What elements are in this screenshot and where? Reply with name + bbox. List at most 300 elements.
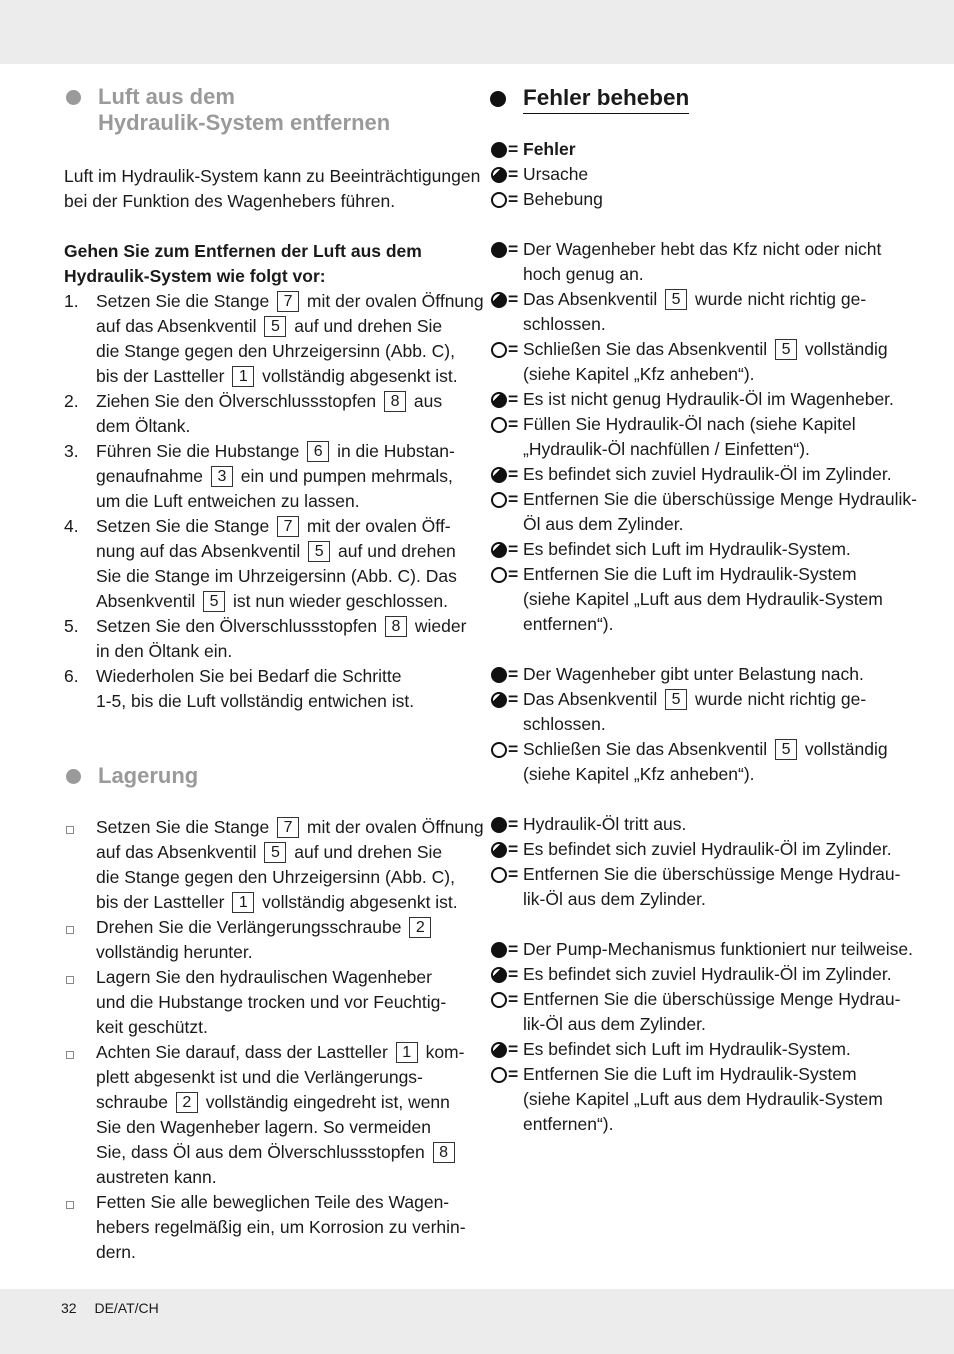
part-reference-box: 5 [308,541,330,562]
text-segment: vollständig herunter. [96,942,253,962]
text-line [96,639,466,664]
text-segment: Entfernen Sie die überschüssige Menge Hydraulik- [523,489,917,509]
step-number: 2. [64,391,79,411]
text-line [96,664,464,689]
half-filled-circle-icon [490,1037,508,1062]
troubleshooting-table [490,212,917,1137]
text-segment: hoch genug an. [523,264,644,284]
trouble-entry [490,987,900,1037]
heading-line: Hydraulik-System entfernen [98,110,391,135]
text-line [96,940,464,965]
text-segment: Behebung [523,189,603,209]
heading-line: Lagerung [98,763,199,788]
equals-sign: = [508,489,519,509]
section-heading-troubleshooting [490,84,900,114]
text-segment: die Stange gegen den Uhrzeigersinn (Abb. C), [96,341,455,361]
text-segment: Fehler [523,139,576,159]
text-line [523,662,900,687]
text-line [96,840,484,865]
part-reference-box: 8 [433,1142,455,1163]
text-segment: „Hydraulik-Öl nachfüllen / Einfetten“). [523,439,810,459]
text-line [523,987,900,1012]
text-line [96,464,464,489]
entry-text [523,162,900,187]
entry-text [523,387,900,412]
text-segment: Sie die Stange im Uhrzeigersinn (Abb. C). Das [96,566,457,586]
text-line [523,1012,900,1037]
text-segment: Wiederholen Sie bei Bedarf die Schritte [96,666,402,686]
trouble-entry [490,237,900,287]
storage-text [96,1040,464,1190]
text-line [523,262,900,287]
storage-text [96,1190,466,1265]
entry-text [523,812,900,837]
text-segment: Ursache [523,164,589,184]
storage-text [96,915,464,965]
text-line [96,314,484,339]
part-reference-box: 8 [384,391,406,412]
heading-bullet-icon [66,90,81,105]
equals-sign: = [508,739,519,759]
text-line [523,487,917,512]
text-segment: Absenkventil [96,591,201,611]
text-segment: Sie, dass Öl aus dem Ölverschlussstopfen [96,1142,430,1162]
text-segment: Achten Sie darauf, dass der Lastteller [96,1042,393,1062]
text-segment: um die Luft entweichen zu lassen. [96,491,360,511]
text-line [96,1115,464,1140]
group-spacer [490,912,900,937]
step-text [96,514,464,614]
equals-sign: = [508,814,519,834]
step-number: 6. [64,666,79,686]
part-reference-box: 5 [775,339,797,360]
step-number: 4. [64,516,79,536]
text-segment: Es befindet sich zuviel Hydraulik-Öl im Zylinder. [523,839,892,859]
right-column [490,84,917,1137]
text-line [523,237,900,262]
text-segment: Es befindet sich Luft im Hydraulik-System. [523,1039,851,1059]
entry-text [523,662,900,687]
trouble-entry [490,412,900,462]
equals-sign: = [508,689,519,709]
text-segment: in den Öltank ein. [96,641,233,661]
text-line: bei der Funktion des Wagenhebers führen. [64,191,396,211]
group-spacer [490,212,900,237]
text-segment: dern. [96,1242,136,1262]
square-bullet-icon [64,915,96,940]
text-segment: Setzen Sie die Stange [96,516,275,536]
text-line [96,289,484,314]
equals-sign: = [508,939,519,959]
half-filled-circle-icon [490,162,508,187]
text-line [523,962,900,987]
procedure-step [64,439,464,514]
text-segment: Sie den Wagenheber lagern. So vermeiden [96,1117,431,1137]
text-line [96,689,464,714]
text-segment: schraube [96,1092,173,1112]
trouble-entry [490,1037,900,1062]
text-line [523,162,900,187]
entry-text [523,537,900,562]
part-reference-box: 5 [203,591,225,612]
equals-sign: = [508,339,519,359]
equals-sign: = [508,1064,519,1084]
empty-circle-icon [490,187,508,212]
part-reference-box: 7 [277,516,299,537]
text-segment: wieder [410,616,467,636]
empty-circle-icon [490,1062,508,1087]
text-segment: schlossen. [523,314,606,334]
text-segment: vollständig abgesenkt ist. [257,366,458,386]
text-segment: die Stange gegen den Uhrzeigersinn (Abb. C), [96,867,455,887]
equals-sign: = [508,989,519,1009]
text-line [523,537,900,562]
text-segment: nung auf das Absenkventil [96,541,306,561]
text-line [523,412,900,437]
text-segment: wurde nicht richtig ge- [690,289,867,309]
text-segment: auf und drehen [333,541,456,561]
text-segment: kom- [420,1042,465,1062]
equals-sign: = [508,414,519,434]
trouble-entry [490,387,900,412]
half-filled-circle-icon [490,687,508,712]
text-line [96,1090,464,1115]
part-reference-box: 5 [264,316,286,337]
part-reference-box: 7 [277,817,299,838]
text-segment: austreten kann. [96,1167,217,1187]
text-line [96,489,464,514]
text-segment: Es befindet sich zuviel Hydraulik-Öl im Zylinder. [523,964,892,984]
part-reference-box: 2 [176,1092,198,1113]
text-segment: vollständig [800,739,888,759]
trouble-group [490,937,914,1137]
text-line: Hydraulik-System wie folgt vor: [64,266,326,286]
entry-text [523,412,900,462]
empty-circle-icon [490,987,508,1012]
entry-text [523,187,900,212]
section-heading-storage [64,763,464,789]
text-line [96,564,464,589]
text-segment: genaufnahme [96,466,208,486]
part-reference-box: 5 [665,289,687,310]
text-line [523,312,900,337]
trouble-entry [490,837,900,862]
trouble-entry [490,737,900,787]
text-line [96,865,484,890]
text-segment: aus [409,391,443,411]
equals-sign: = [508,539,519,559]
text-line [96,589,464,614]
section-heading-air-removal [64,84,464,136]
text-line [96,990,464,1015]
empty-circle-icon [490,487,508,512]
trouble-entry [490,562,900,637]
text-segment: Setzen Sie die Stange [96,817,275,837]
text-segment: Entfernen Sie die Luft im Hydraulik-System [523,1064,857,1084]
trouble-entry [490,537,900,562]
text-segment: bis der Lastteller [96,366,230,386]
text-segment: vollständig abgesenkt ist. [257,892,458,912]
text-line [96,1015,464,1040]
entry-text [523,837,900,862]
step-number: 3. [64,441,79,461]
text-line [96,1140,464,1165]
text-segment: mit der ovalen Öffnung [302,291,484,311]
text-line [523,437,900,462]
trouble-entry [490,962,900,987]
equals-sign: = [508,389,519,409]
trouble-entry [490,1062,900,1137]
step-text [96,389,464,439]
text-line: Gehen Sie zum Entfernen der Luft aus dem [64,241,422,261]
text-line [96,915,464,940]
part-reference-box: 5 [665,689,687,710]
text-segment: auf das Absenkventil [96,842,262,862]
trouble-entry [490,862,900,912]
text-segment: Fetten Sie alle beweglichen Teile des Wagen- [96,1192,450,1212]
group-spacer [490,787,900,812]
step-text [96,614,466,664]
text-segment: Entfernen Sie die überschüssige Menge Hydrau- [523,864,901,884]
storage-text [96,965,464,1040]
trouble-entry [490,162,900,187]
text-segment: entfernen“). [523,614,614,634]
text-segment: Füllen Sie Hydraulik-Öl nach (siehe Kapitel [523,414,856,434]
text-line [96,439,464,464]
left-column [64,84,484,1265]
trouble-entry [490,187,900,212]
entry-text [523,337,900,387]
text-segment: schlossen. [523,714,606,734]
text-line [523,512,917,537]
text-segment: auf und drehen Sie [289,842,443,862]
heading-line: Luft aus dem [98,84,235,109]
trouble-entry [490,137,900,162]
empty-circle-icon [490,412,508,437]
part-reference-box: 1 [396,1042,418,1063]
entry-text [523,462,900,487]
part-reference-box: 6 [307,441,329,462]
text-line [523,137,900,162]
trouble-group [490,237,917,637]
equals-sign: = [508,564,519,584]
storage-list [64,815,484,1265]
text-line [523,1087,900,1112]
text-segment: lik-Öl aus dem Zylinder. [523,1014,706,1034]
trouble-entry [490,462,900,487]
text-segment: (siehe Kapitel „Luft aus dem Hydraulik-System [523,589,883,609]
text-segment: ist nun wieder geschlossen. [228,591,448,611]
text-segment: in die Hubstan- [332,441,455,461]
text-segment: Führen Sie die Hubstange [96,441,305,461]
square-bullet-icon [64,815,96,840]
part-reference-box: 3 [211,466,233,487]
half-filled-circle-icon [490,962,508,987]
half-filled-circle-icon [490,837,508,862]
part-reference-box: 1 [232,892,254,913]
entry-text [523,237,900,287]
equals-sign: = [508,864,519,884]
entry-text [523,987,900,1037]
part-reference-box: 8 [385,616,407,637]
text-segment: Es ist nicht genug Hydraulik-Öl im Wagenheber. [523,389,894,409]
heading-bullet-icon [490,91,506,107]
text-line [96,539,464,564]
text-segment: keit geschützt. [96,1017,208,1037]
equals-sign: = [508,189,519,209]
text-segment: Entfernen Sie die überschüssige Menge Hydrau- [523,989,901,1009]
text-line [523,1112,900,1137]
text-segment: Das Absenkventil [523,689,663,709]
text-segment: mit der ovalen Öffnung [302,817,484,837]
bottom-margin-band [0,1289,954,1354]
entry-text [523,862,900,912]
part-reference-box: 2 [409,917,431,938]
procedure-step [64,514,464,614]
text-segment: lik-Öl aus dem Zylinder. [523,889,706,909]
part-reference-box: 5 [264,842,286,863]
equals-sign: = [508,464,519,484]
entry-text [523,287,900,337]
procedure-step [64,289,484,389]
heading-title: Fehler beheben [523,84,689,114]
text-segment: plett abgesenkt ist und die Verlängerungs- [96,1067,423,1087]
text-segment: Setzen Sie den Ölverschlussstopfen [96,616,382,636]
part-reference-box: 7 [277,291,299,312]
text-line [523,862,900,887]
half-filled-circle-icon [490,387,508,412]
text-segment: Lagern Sie den hydraulischen Wagenheber [96,967,432,987]
procedure-step [64,614,467,664]
equals-sign: = [508,664,519,684]
empty-circle-icon [490,337,508,362]
text-line [523,737,900,762]
text-line [96,890,484,915]
entry-text [523,1037,900,1062]
part-reference-box: 1 [232,366,254,387]
square-bullet-icon [64,965,96,990]
text-line [96,389,464,414]
filled-circle-icon [490,662,508,687]
equals-sign: = [508,239,519,259]
text-line [96,1040,464,1065]
text-segment: (siehe Kapitel „Kfz anheben“). [523,364,755,384]
filled-circle-icon [490,937,508,962]
trouble-group [490,662,900,787]
procedure-intro [64,239,464,289]
text-line [523,612,900,637]
equals-sign: = [508,164,519,184]
page-footer [61,1300,173,1316]
text-line [523,362,900,387]
text-line [96,339,484,364]
half-filled-circle-icon [490,537,508,562]
text-line [523,887,900,912]
text-line [96,614,466,639]
text-segment: und die Hubstange trocken und vor Feuchtig- [96,992,447,1012]
equals-sign: = [508,964,519,984]
text-line [523,687,900,712]
text-segment: Schließen Sie das Absenkventil [523,339,773,359]
storage-item [64,1190,464,1265]
storage-item [64,965,464,1040]
text-segment: Setzen Sie die Stange [96,291,275,311]
text-line [96,1215,466,1240]
text-segment: 1-5, bis die Luft vollständig entwichen ist. [96,691,415,711]
text-line [523,937,913,962]
filled-circle-icon [490,812,508,837]
text-segment: Es befindet sich Luft im Hydraulik-System. [523,539,851,559]
half-filled-circle-icon [490,462,508,487]
heading-bullet-icon [66,769,81,784]
entry-text [523,962,900,987]
text-segment: Das Absenkventil [523,289,663,309]
entry-text [523,687,900,737]
procedure-step [64,664,464,714]
storage-text [96,815,484,915]
text-line [96,965,464,990]
text-segment: Öl aus dem Zylinder. [523,514,684,534]
empty-circle-icon [490,862,508,887]
entry-text [523,1062,900,1137]
text-segment: Drehen Sie die Verlängerungsschraube [96,917,407,937]
text-line [96,1165,464,1190]
trouble-entry [490,337,900,387]
text-line [96,1065,464,1090]
empty-circle-icon [490,562,508,587]
text-segment: vollständig [800,339,888,359]
locale-label: DE/AT/CH [94,1300,159,1316]
trouble-group [490,812,900,912]
empty-circle-icon [490,737,508,762]
page-number: 32 [61,1300,77,1316]
text-line [523,462,900,487]
trouble-entry [490,662,900,687]
text-segment: mit der ovalen Öff- [302,516,451,536]
text-line [96,364,484,389]
storage-item [64,915,464,965]
storage-item [64,815,484,915]
text-line [96,1240,466,1265]
square-bullet-icon [64,1040,96,1065]
text-line [523,287,900,312]
entry-text [523,487,917,537]
trouble-entry [490,812,900,837]
text-segment: Der Pump-Mechanismus funktioniert nur teilweise. [523,939,914,959]
equals-sign: = [508,839,519,859]
trouble-entry [490,487,917,537]
text-line [96,1190,466,1215]
text-segment: Entfernen Sie die Luft im Hydraulik-System [523,564,857,584]
text-segment: Der Wagenheber gibt unter Belastung nach. [523,664,864,684]
text-segment: vollständig eingedreht ist, wenn [200,1092,450,1112]
filled-circle-icon [490,237,508,262]
square-bullet-icon [64,1190,96,1215]
entry-text [523,737,900,787]
step-text [96,439,464,514]
equals-sign: = [508,289,519,309]
text-segment: auf und drehen Sie [289,316,443,336]
step-text [96,289,484,389]
intro-paragraph [64,164,481,214]
step-number: 5. [64,616,79,636]
trouble-entry [490,287,900,337]
text-segment: hebers regelmäßig ein, um Korrosion zu verhin- [96,1217,466,1237]
text-segment: auf das Absenkventil [96,316,262,336]
step-text [96,664,464,714]
text-line [523,762,900,787]
half-filled-circle-icon [490,287,508,312]
